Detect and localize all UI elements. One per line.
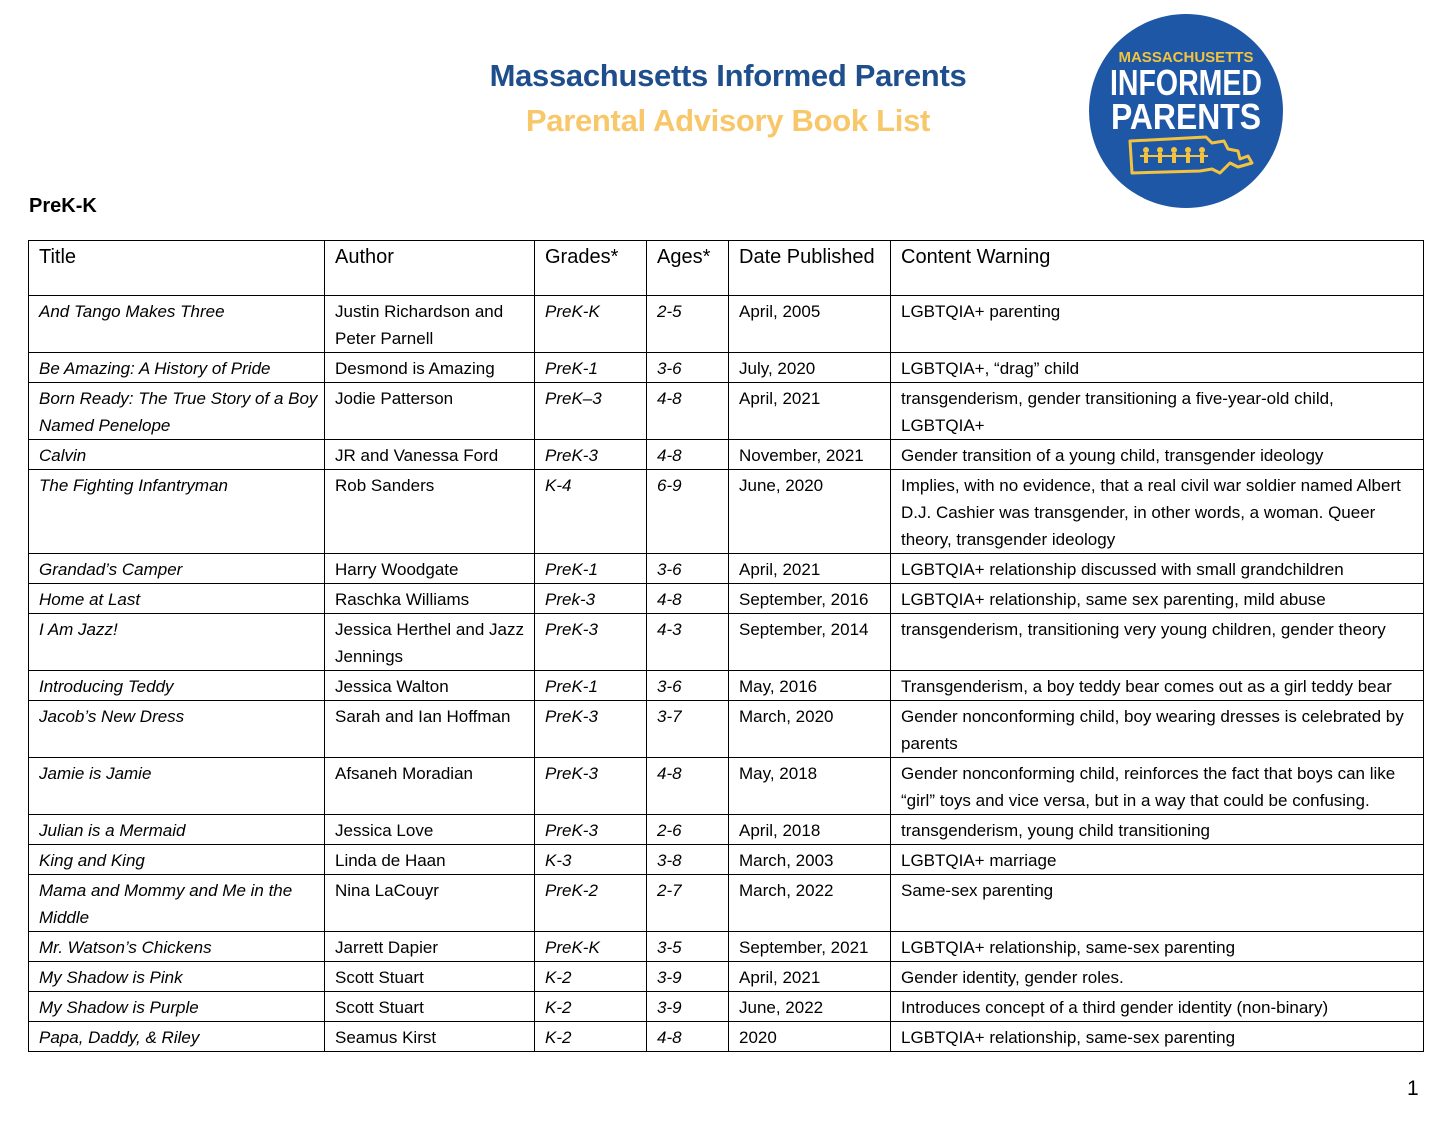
table-row bbox=[29, 470, 1424, 554]
cell-author: Desmond is Amazing bbox=[325, 353, 535, 383]
cell-ages: 2-6 bbox=[647, 815, 729, 845]
page-title: Massachusetts Informed Parents bbox=[489, 58, 967, 93]
cell-author: Linda de Haan bbox=[325, 845, 535, 875]
informed-parents-logo bbox=[1088, 13, 1284, 209]
cell-author: Jodie Patterson bbox=[325, 383, 535, 440]
header-ages: Ages* bbox=[647, 241, 729, 296]
table-row bbox=[29, 584, 1424, 614]
cell-author: Scott Stuart bbox=[325, 992, 535, 1022]
cell-author: Scott Stuart bbox=[325, 962, 535, 992]
cell-title: Home at Last bbox=[29, 584, 325, 614]
cell-date-published: September, 2016 bbox=[729, 584, 891, 614]
cell-date-published: April, 2018 bbox=[729, 815, 891, 845]
cell-grades: PreK-2 bbox=[535, 875, 647, 932]
cell-title: My Shadow is Pink bbox=[29, 962, 325, 992]
cell-date-published: July, 2020 bbox=[729, 353, 891, 383]
cell-title: Jacob’s New Dress bbox=[29, 701, 325, 758]
cell-content-warning: Gender identity, gender roles. bbox=[891, 962, 1424, 992]
cell-content-warning: transgenderism, gender transitioning a five-year-old child, LGBTQIA+ bbox=[891, 383, 1424, 440]
logo-text-parents: PARENTS bbox=[1111, 96, 1261, 137]
cell-author: Harry Woodgate bbox=[325, 554, 535, 584]
cell-grades: PreK-3 bbox=[535, 758, 647, 815]
cell-grades: PreK-K bbox=[535, 932, 647, 962]
logo-text-informed: INFORMED bbox=[1110, 62, 1262, 103]
cell-ages: 3-5 bbox=[647, 932, 729, 962]
cell-ages: 4-8 bbox=[647, 584, 729, 614]
cell-author: Seamus Kirst bbox=[325, 1022, 535, 1052]
table-row bbox=[29, 440, 1424, 470]
cell-date-published: April, 2021 bbox=[729, 554, 891, 584]
cell-content-warning: LGBTQIA+ relationship discussed with small grandchildren bbox=[891, 554, 1424, 584]
table-row bbox=[29, 845, 1424, 875]
cell-grades: K-4 bbox=[535, 470, 647, 554]
header-content-warning: Content Warning bbox=[891, 241, 1424, 296]
cell-ages: 3-6 bbox=[647, 671, 729, 701]
page-number: 1 bbox=[1407, 1077, 1419, 1100]
cell-grades: PreK-1 bbox=[535, 671, 647, 701]
cell-date-published: April, 2005 bbox=[729, 296, 891, 353]
cell-content-warning: LGBTQIA+ relationship, same sex parenting, mild abuse bbox=[891, 584, 1424, 614]
cell-title: I Am Jazz! bbox=[29, 614, 325, 671]
table-row bbox=[29, 353, 1424, 383]
cell-grades: K-2 bbox=[535, 962, 647, 992]
cell-title: Jamie is Jamie bbox=[29, 758, 325, 815]
cell-ages: 4-8 bbox=[647, 758, 729, 815]
cell-date-published: May, 2018 bbox=[729, 758, 891, 815]
cell-grades: PreK-3 bbox=[535, 701, 647, 758]
cell-content-warning: LGBTQIA+ parenting bbox=[891, 296, 1424, 353]
table-row bbox=[29, 383, 1424, 440]
cell-grades: K-2 bbox=[535, 992, 647, 1022]
cell-author: Rob Sanders bbox=[325, 470, 535, 554]
cell-ages: 3-7 bbox=[647, 701, 729, 758]
cell-grades: PreK-3 bbox=[535, 815, 647, 845]
cell-grades: PreK-1 bbox=[535, 353, 647, 383]
cell-date-published: April, 2021 bbox=[729, 962, 891, 992]
table-row bbox=[29, 875, 1424, 932]
cell-author: Sarah and Ian Hoffman bbox=[325, 701, 535, 758]
cell-content-warning: transgenderism, young child transitioning bbox=[891, 815, 1424, 845]
cell-grades: K-2 bbox=[535, 1022, 647, 1052]
cell-content-warning: LGBTQIA+ relationship, same-sex parenting bbox=[891, 1022, 1424, 1052]
cell-title: Grandad’s Camper bbox=[29, 554, 325, 584]
cell-author: Jessica Love bbox=[325, 815, 535, 845]
cell-ages: 3-8 bbox=[647, 845, 729, 875]
cell-date-published: April, 2021 bbox=[729, 383, 891, 440]
cell-content-warning: Gender nonconforming child, reinforces the fact that boys can like “girl” toys and vice versa, but in a way that could be confusing. bbox=[891, 758, 1424, 815]
cell-title: Julian is a Mermaid bbox=[29, 815, 325, 845]
cell-ages: 3-6 bbox=[647, 554, 729, 584]
cell-grades: PreK-3 bbox=[535, 440, 647, 470]
cell-author: Afsaneh Moradian bbox=[325, 758, 535, 815]
table-row bbox=[29, 671, 1424, 701]
cell-content-warning: Gender transition of a young child, transgender ideology bbox=[891, 440, 1424, 470]
cell-title: Papa, Daddy, & Riley bbox=[29, 1022, 325, 1052]
page-subtitle: Parental Advisory Book List bbox=[525, 103, 931, 138]
cell-date-published: March, 2022 bbox=[729, 875, 891, 932]
cell-grades: Prek-3 bbox=[535, 584, 647, 614]
cell-grades: PreK-3 bbox=[535, 614, 647, 671]
table-row bbox=[29, 614, 1424, 671]
cell-title: Introducing Teddy bbox=[29, 671, 325, 701]
table-row bbox=[29, 554, 1424, 584]
cell-title: Born Ready: The True Story of a Boy Named Penelope bbox=[29, 383, 325, 440]
cell-title: Mr. Watson’s Chickens bbox=[29, 932, 325, 962]
table-row bbox=[29, 992, 1424, 1022]
cell-content-warning: Gender nonconforming child, boy wearing dresses is celebrated by parents bbox=[891, 701, 1424, 758]
header-title: Title bbox=[29, 241, 325, 296]
cell-date-published: March, 2020 bbox=[729, 701, 891, 758]
cell-author: Jessica Walton bbox=[325, 671, 535, 701]
cell-content-warning: transgenderism, transitioning very young children, gender theory bbox=[891, 614, 1424, 671]
cell-date-published: June, 2020 bbox=[729, 470, 891, 554]
cell-grades: PreK-1 bbox=[535, 554, 647, 584]
cell-content-warning: Introduces concept of a third gender identity (non-binary) bbox=[891, 992, 1424, 1022]
table-row bbox=[29, 701, 1424, 758]
cell-author: Justin Richardson and Peter Parnell bbox=[325, 296, 535, 353]
cell-date-published: 2020 bbox=[729, 1022, 891, 1052]
cell-title: The Fighting Infantryman bbox=[29, 470, 325, 554]
cell-grades: K-3 bbox=[535, 845, 647, 875]
cell-title: And Tango Makes Three bbox=[29, 296, 325, 353]
cell-ages: 3-6 bbox=[647, 353, 729, 383]
cell-content-warning: LGBTQIA+, “drag” child bbox=[891, 353, 1424, 383]
table-row bbox=[29, 296, 1424, 353]
cell-author: Nina LaCouyr bbox=[325, 875, 535, 932]
cell-ages: 4-3 bbox=[647, 614, 729, 671]
cell-ages: 6-9 bbox=[647, 470, 729, 554]
cell-ages: 2-5 bbox=[647, 296, 729, 353]
cell-date-published: June, 2022 bbox=[729, 992, 891, 1022]
cell-title: Be Amazing: A History of Pride bbox=[29, 353, 325, 383]
table-body bbox=[29, 296, 1424, 1052]
cell-date-published: March, 2003 bbox=[729, 845, 891, 875]
header-grades: Grades* bbox=[535, 241, 647, 296]
cell-ages: 4-8 bbox=[647, 440, 729, 470]
cell-ages: 3-9 bbox=[647, 962, 729, 992]
cell-ages: 3-9 bbox=[647, 992, 729, 1022]
cell-ages: 2-7 bbox=[647, 875, 729, 932]
cell-author: JR and Vanessa Ford bbox=[325, 440, 535, 470]
cell-title: My Shadow is Purple bbox=[29, 992, 325, 1022]
cell-title: Mama and Mommy and Me in the Middle bbox=[29, 875, 325, 932]
cell-author: Jarrett Dapier bbox=[325, 932, 535, 962]
table-row bbox=[29, 1022, 1424, 1052]
cell-ages: 4-8 bbox=[647, 383, 729, 440]
cell-grades: PreK–3 bbox=[535, 383, 647, 440]
table-row bbox=[29, 932, 1424, 962]
cell-title: King and King bbox=[29, 845, 325, 875]
cell-date-published: September, 2014 bbox=[729, 614, 891, 671]
book-list-table bbox=[28, 240, 1424, 1052]
header-author: Author bbox=[325, 241, 535, 296]
cell-date-published: September, 2021 bbox=[729, 932, 891, 962]
cell-date-published: May, 2016 bbox=[729, 671, 891, 701]
logo-text-state: MASSACHUSETTS bbox=[1118, 49, 1254, 66]
cell-content-warning: Same-sex parenting bbox=[891, 875, 1424, 932]
cell-content-warning: LGBTQIA+ marriage bbox=[891, 845, 1424, 875]
table-row bbox=[29, 962, 1424, 992]
table-header-row bbox=[29, 241, 1424, 296]
cell-content-warning: Transgenderism, a boy teddy bear comes out as a girl teddy bear bbox=[891, 671, 1424, 701]
cell-author: Raschka Williams bbox=[325, 584, 535, 614]
cell-grades: PreK-K bbox=[535, 296, 647, 353]
cell-ages: 4-8 bbox=[647, 1022, 729, 1052]
cell-date-published: November, 2021 bbox=[729, 440, 891, 470]
header-date-published: Date Published bbox=[729, 241, 891, 296]
table-row bbox=[29, 815, 1424, 845]
cell-content-warning: Implies, with no evidence, that a real civil war soldier named Albert D.J. Cashier was transgender, in other words, a woman. Queer theory, transgender ideology bbox=[891, 470, 1424, 554]
cell-author: Jessica Herthel and Jazz Jennings bbox=[325, 614, 535, 671]
table-row bbox=[29, 758, 1424, 815]
section-heading: PreK-K bbox=[29, 195, 97, 217]
cell-title: Calvin bbox=[29, 440, 325, 470]
cell-content-warning: LGBTQIA+ relationship, same-sex parenting bbox=[891, 932, 1424, 962]
